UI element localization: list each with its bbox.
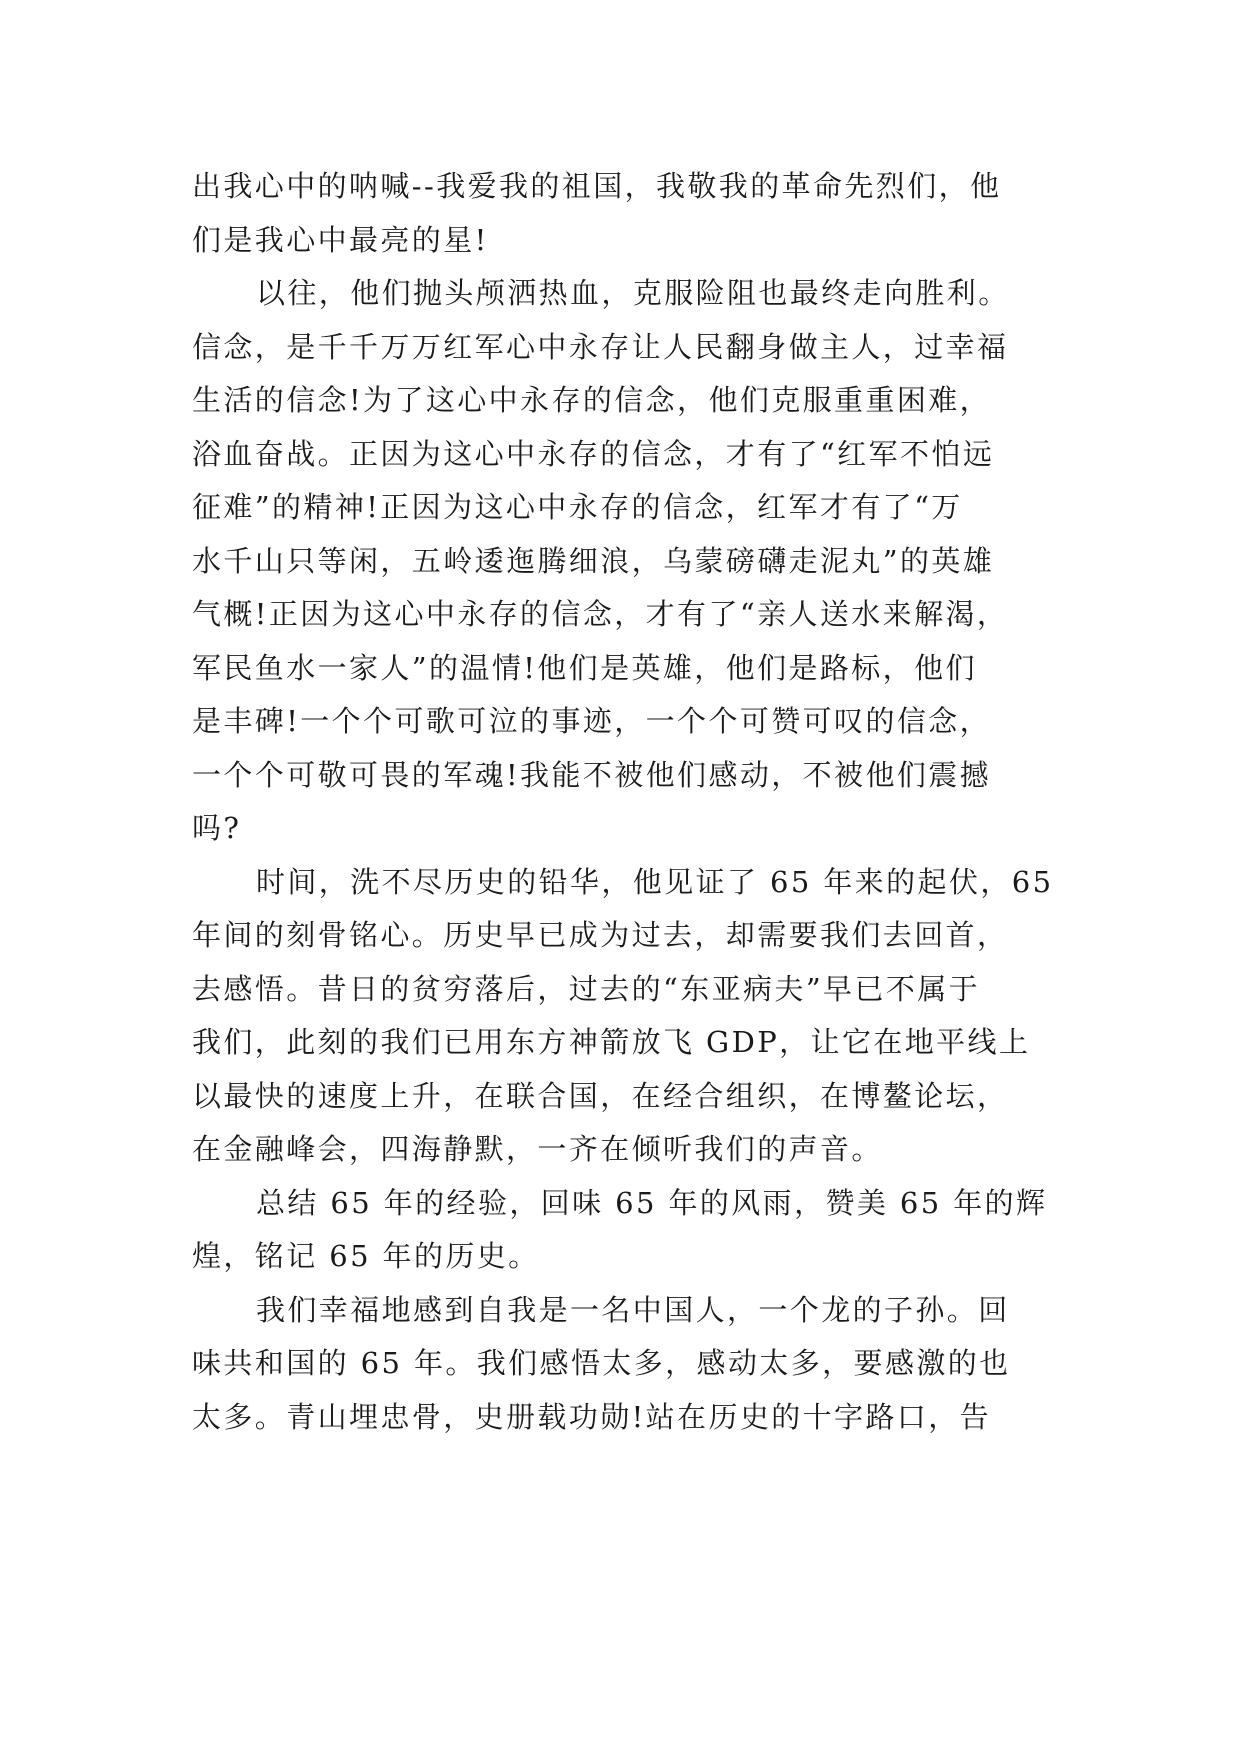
text-line: 我们，此刻的我们已用东方神箭放飞 GDP，让它在地平线上 xyxy=(192,1025,1031,1059)
text-line: 去感悟。昔日的贫穷落后，过去的“东亚病夫”早已不属于 xyxy=(192,971,981,1006)
document-body xyxy=(192,160,1052,1444)
text-line: 以往，他们抛头颅洒热血，克服险阻也最终走向胜利。 xyxy=(256,276,1010,310)
text-line: 们是我心中最亮的星! xyxy=(192,222,489,257)
text-line: 军民鱼水一家人”的温情!他们是英雄，他们是路标，他们 xyxy=(192,650,977,685)
text-line: 我们幸福地感到自我是一名中国人，一个龙的子孙。回 xyxy=(256,1292,1010,1327)
text-line: 浴血奋战。正因为这心中永存的信念，才有了“红军不怕远 xyxy=(192,436,995,471)
text-line: 信念，是千千万万红军心中永存让人民翻身做主人，过幸福 xyxy=(192,329,1009,364)
text-line: 时间，洗不尽历史的铅华，他见证了 65 年来的起伏，65 xyxy=(256,864,1054,899)
text-line: 年间的刻骨铭心。历史早已成为过去，却需要我们去回首， xyxy=(192,918,1009,952)
text-line: 征难”的精神!正因为这心中永存的信念，红军才有了“万 xyxy=(192,490,963,524)
text-line: 出我心中的呐喊--我爱我的祖国，我敬我的革命先烈们，他 xyxy=(192,169,1002,203)
text-line: 气概!正因为这心中永存的信念，才有了“亲人送水来解渴， xyxy=(192,597,1009,631)
text-line: 是丰碑!一个个可歌可泣的事迹，一个个可赞可叹的信念， xyxy=(192,704,992,738)
text-line: 太多。青山埋忠骨，史册载功勋!站在历史的十字路口，告 xyxy=(192,1399,992,1434)
text-line: 水千山只等闲，五岭逶迤腾细浪，乌蒙磅礴走泥丸”的英雄 xyxy=(192,543,995,578)
text-line: 在金融峰会，四海静默，一齐在倾听我们的声音。 xyxy=(192,1132,883,1166)
text-line: 吗? xyxy=(192,811,242,845)
text-line: 总结 65 年的经验，回味 65 年的风雨，赞美 65 年的辉 xyxy=(256,1185,1048,1220)
text-line: 以最快的速度上升，在联合国，在经合组织，在博鳌论坛， xyxy=(192,1078,1009,1113)
text-line: 一个个可敬可畏的军魂!我能不被他们感动，不被他们震撼 xyxy=(192,757,992,792)
text-line: 煌，铭记 65 年的历史。 xyxy=(192,1239,540,1273)
text-line: 生活的信念!为了这心中永存的信念，他们克服重重困难， xyxy=(192,383,992,417)
text-line: 味共和国的 65 年。我们感悟太多，感动太多，要感激的也 xyxy=(192,1346,1011,1380)
